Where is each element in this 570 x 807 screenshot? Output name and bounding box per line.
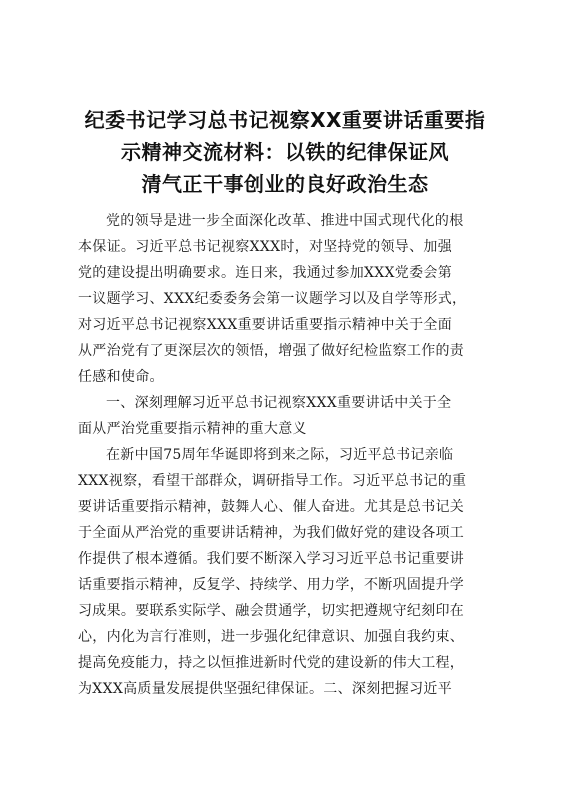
text-line: 话重要指示精神，反复学、持续学、用力学，不断巩固提升学: [78, 577, 465, 593]
text-line: 心，内化为言行准则，进一步强化纪律意识、加强自我约束、: [78, 629, 465, 645]
text-line: 一、深刻理解习近平总书记视察XXX重要讲话中关于全: [106, 395, 452, 411]
title-line-2: 示精神交流材料：以铁的纪律保证风: [121, 140, 449, 164]
text-line: 任感和使命。: [78, 369, 164, 385]
text-line: 为XXX高质量发展提供坚强纪律保证。二、深刻把握习近平: [78, 681, 452, 697]
intro-paragraph: [78, 208, 492, 390]
text-line: XXX视察，看望干部群众，调研指导工作。习近平总书记的重: [78, 473, 467, 489]
section-heading-1: [78, 390, 492, 442]
text-line: 作提供了根本遵循。我们要不断深入学习习近平总书记重要讲: [78, 551, 465, 567]
text-line: 一议题学习、XXX纪委委务会第一议题学习以及自学等形式，: [78, 291, 467, 307]
text-line: 要讲话重要指示精神，鼓舞人心、催人奋进。尤其是总书记关: [78, 499, 465, 515]
title-line-3: 清气正干事创业的良好政治生态: [141, 172, 429, 196]
text-line: 在新中国75周年华诞即将到来之际，习近平总书记亲临: [106, 447, 454, 463]
text-line: 习成果。要联系实际学、融会贯通学，切实把遵规守纪刻印在: [78, 603, 465, 619]
text-line: 对习近平总书记视察XXX重要讲话重要指示精神中关于全面: [78, 317, 452, 333]
text-line: 提高免疫能力，持之以恒推进新时代党的建设新的伟大工程，: [78, 655, 465, 671]
text-line: 党的建设提出明确要求。连日来，我通过参加XXX党委会第: [78, 265, 452, 281]
text-line: 本保证。习近平总书记视察XXX时，对坚持党的领导、加强: [78, 239, 452, 255]
section-1-paragraph: [78, 442, 492, 702]
document-body: [78, 208, 492, 702]
text-line: 于全面从严治党的重要讲话精神，为我们做好党的建设各项工: [78, 525, 465, 541]
document-title: [62, 104, 508, 200]
text-line: 面从严治党重要指示精神的重大意义: [78, 421, 307, 437]
text-line: 党的领导是进一步全面深化改革、推进中国式现代化的根: [106, 213, 464, 229]
title-line-1: 纪委书记学习总书记视察XX重要讲话重要指: [84, 108, 486, 132]
text-line: 从严治党有了更深层次的领悟，增强了做好纪检监察工作的责: [78, 343, 465, 359]
